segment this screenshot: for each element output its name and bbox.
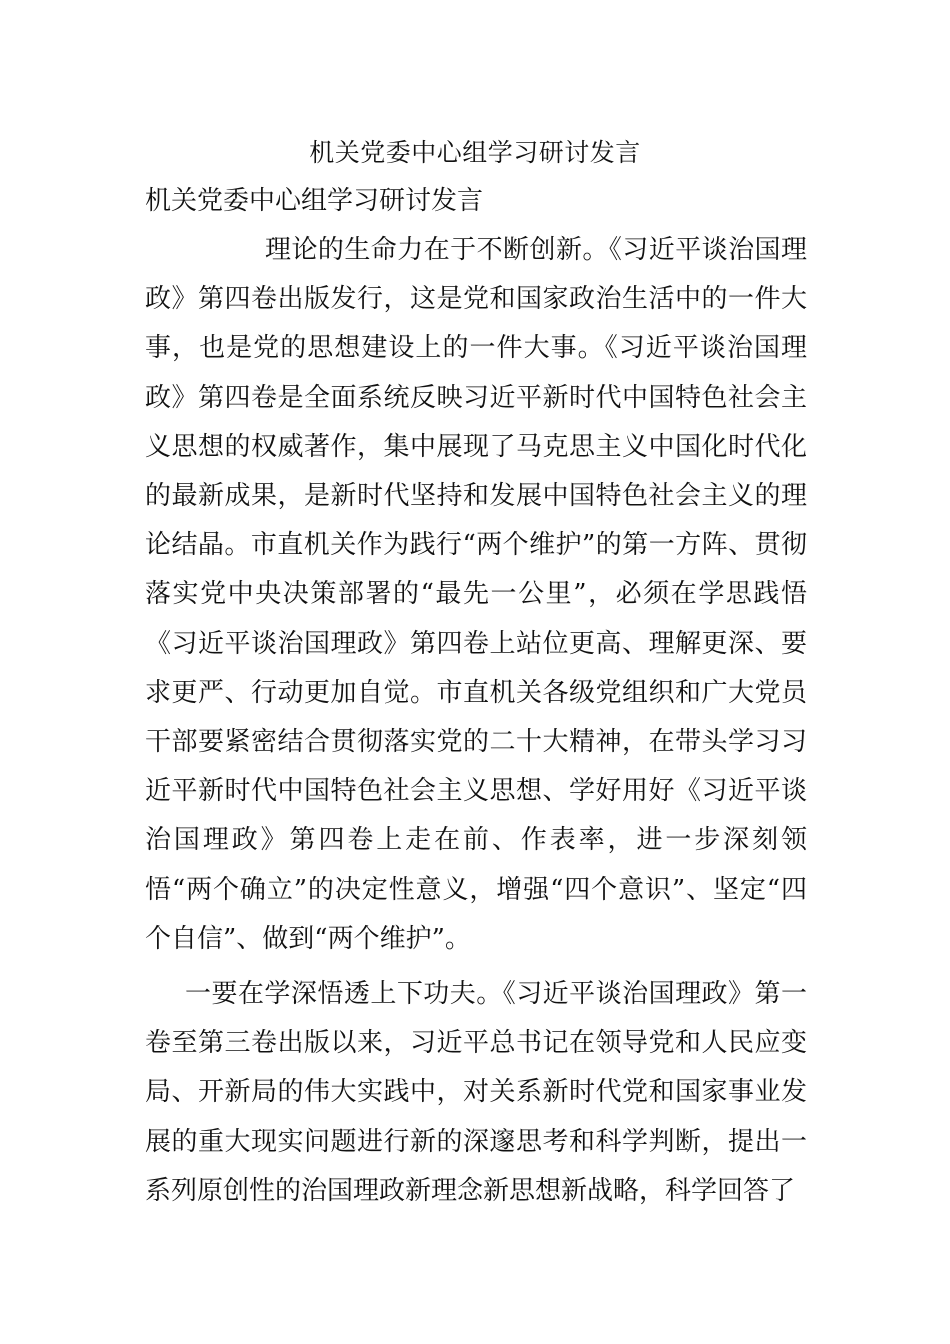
document-title: 机关党委中心组学习研讨发言 [309, 138, 641, 167]
paragraph-1: 理论的生命力在于不断创新。《习近平谈治国理政》第四卷出版发行，这是党和国家政治生活中的一件大事，也是党的思想建设上的一件大事。《习近平谈治国理政》第四卷是全面系统反映习近平新时代中国特色社会主义思想的权威著作，集中展现了马克思主义中国化时代化的最新成果，是新时代坚持和发展中国特色社会主义的理论结晶。市直机关作为践行“两个维护”的第一方阵、贯彻落实党中央决策部署的“最先一公里”，必须在学思践悟《习近平谈治国理政》第四卷上站位更高、理解更深、要求更严、行动更加自觉。市直机关各级党组织和广大党员干部要紧密结合贯彻落实党的二十大精神，在带头学习习近平新时代中国特色社会主义思想、学好用好《习近平谈治国理政》第四卷上走在前、作表率，进一步深刻领悟“两个确立”的决定性意义，增强“四个意识”、坚定“四个自信”、做到“两个维护”。 [145, 235, 807, 954]
paragraph-2: 一要在学深悟透上下功夫。《习近平谈治国理政》第一卷至第三卷出版以来，习近平总书记在领导党和人民应变局、开新局的伟大实践中，对关系新时代党和国家事业发展的重大现实问题进行新的深邃思考和科学判断，提出一系列原创性的治国理政新理念新思想新战略，科学回答了 [145, 979, 807, 1206]
document-subtitle: 机关党委中心组学习研讨发言 [145, 186, 484, 216]
